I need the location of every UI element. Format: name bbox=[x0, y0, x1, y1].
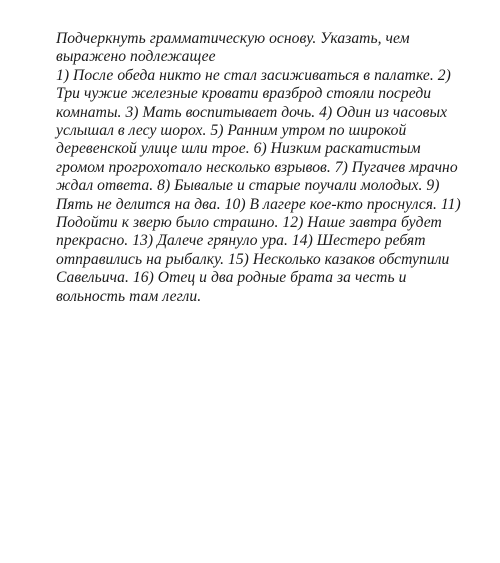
exercise-heading: Подчеркнуть грамматическую основу. Указать, чем выражено подлежащее bbox=[56, 30, 410, 66]
exercise-text bbox=[56, 30, 466, 306]
exercise-sentences: 1) После обеда никто не стал засиживаться в палатке. 2) Три чужие железные кровати вразброд стояли посреди комнаты. 3) Мать воспитывает дочь. 4) Один из часовых услышал в лесу шорох. 5) Ранним утром по широкой деревенской улице шли трое. 6) Низким раскатистым громом прогрохотало несколько взрывов. 7) Пугачев мрачно ждал ответа. 8) Бывалые и старые поучали молодых. 9) Пять не делится на два. 10) В лагере кое-кто проснулся. 11) Подойти к зверю было страшно. 12) Наше завтра будет прекрасно. 13) Далече грянуло ура. 14) Шестеро ребят отправились на рыбалку. 15) Несколько казаков обступили Савельича. 16) Отец и два родные брата за честь и вольность там легли. bbox=[56, 66, 461, 305]
